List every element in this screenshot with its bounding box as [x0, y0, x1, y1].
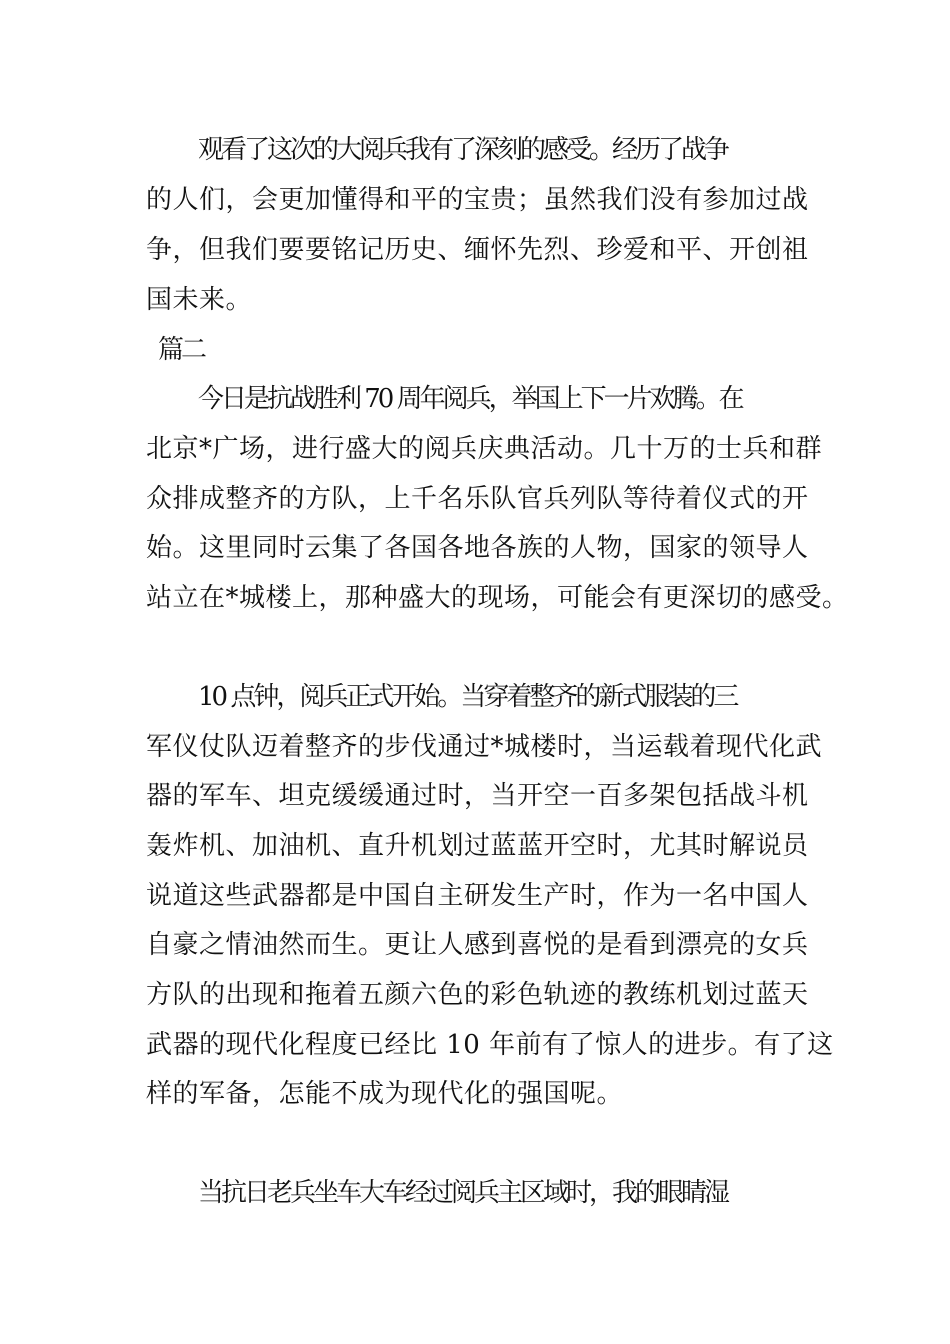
text-line: 自豪之情油然而生。更让人感到喜悦的是看到漂亮的女兵	[146, 930, 809, 960]
text-line: 的人们，会更加懂得和平的宝贵；虽然我们没有参加过战	[146, 185, 809, 215]
text-line: 始。这里同时云集了各国各地各族的人物，国家的领导人	[146, 533, 809, 563]
text-line: 今日是抗战胜利 70 周年阅兵，举国上下一片欢腾。在	[198, 384, 742, 414]
text-line: 北京*广场，进行盛大的阅兵庆典活动。几十万的士兵和群	[146, 434, 823, 464]
section-heading: 篇二	[158, 335, 205, 365]
text-line: 站立在*城楼上，那种盛大的现场，可能会有更深切的感受。	[146, 583, 849, 613]
text-line: 器的军车、坦克缓缓通过时，当开空一百多架包括战斗机	[146, 781, 809, 811]
text-line: 武器的现代化程度已经比 10 年前有了惊人的进步。有了这	[146, 1030, 834, 1060]
text-line: 方队的出现和拖着五颜六色的彩色轨迹的教练机划过蓝天	[146, 980, 809, 1010]
text-line: 国未来。	[146, 285, 253, 315]
text-line: 众排成整齐的方队，上千名乐队官兵列队等待着仪式的开	[146, 484, 809, 514]
text-line: 样的军备，怎能不成为现代化的强国呢。	[146, 1079, 624, 1109]
text-line: 观看了这次的大阅兵我有了深刻的感受。经历了战争	[198, 135, 728, 165]
text-line: 军仪仗队迈着整齐的步伐通过*城楼时，当运载着现代化武	[146, 732, 823, 762]
text-line: 说道这些武器都是中国自主研发生产时，作为一名中国人	[146, 881, 809, 911]
text-line: 当抗日老兵坐车大车经过阅兵主区域时，我的眼睛湿	[198, 1178, 728, 1208]
text-line: 10 点钟，阅兵正式开始。当穿着整齐的新式服装的三	[198, 682, 737, 712]
text-line: 争，但我们要要铭记历史、缅怀先烈、珍爱和平、开创祖	[146, 235, 809, 265]
text-line: 轰炸机、加油机、直升机划过蓝蓝开空时，尤其时解说员	[146, 831, 809, 861]
